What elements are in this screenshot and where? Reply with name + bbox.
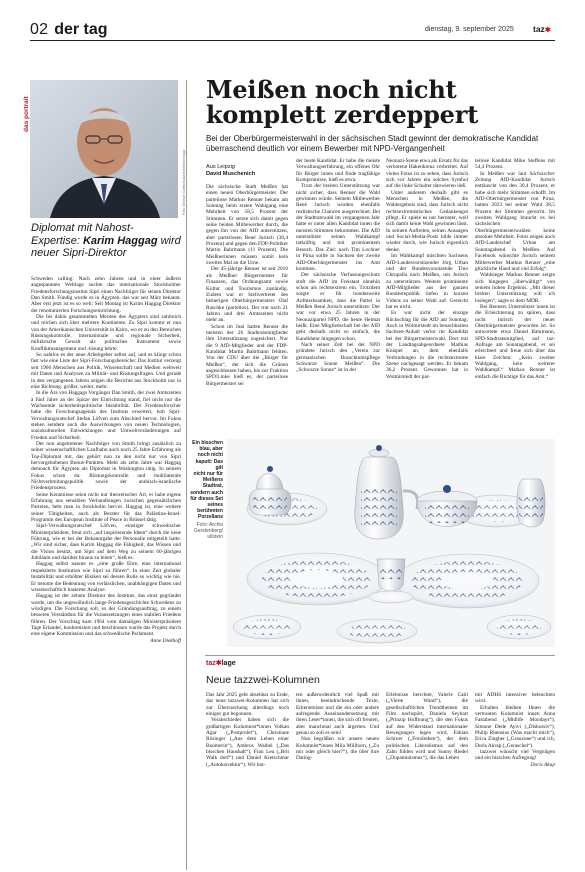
- credit-line: ullstein: [207, 534, 223, 541]
- column-section-col-2: [296, 692, 379, 867]
- paragraph: Nun begrüßen wir unsere neuen Kolumnist*innen Mila Millhorn, („Zu mir oder gleich hier?“), die über ihre Dating-: [296, 736, 379, 762]
- credit-line: Foto: Archiv: [196, 521, 223, 528]
- lead-byline: [206, 164, 255, 178]
- section-title: der tag: [54, 21, 108, 38]
- portrait-headline-name: Karim Haggag: [82, 234, 158, 247]
- lead-dateline: Aus Leipzig: [206, 164, 235, 170]
- caption-line: kaputt: Das gilt: [195, 458, 223, 471]
- header-rule: [30, 40, 555, 41]
- paragraph: Der sächsische Verfassungsschutz stuft die AfD im Freistaat ohnehin schon als rechtsextrem ein. Trotzdem sorgte er für bundesweite Aufmerksamkeit, dass die Partei in Meißen René Jurisch unterstützte: Der war vor etwa 25 Jahren in der Neonazipartei NPD, die heute Heimat heißt. Eine Mitgliedschaft bei der AfD geht deshalb nicht so einfach, die Kandidatur hingegen schon.: [296, 272, 380, 342]
- brand-paw-icon: ✱: [544, 27, 551, 34]
- column-section-col-3: [386, 692, 468, 867]
- caption-line: nicht nur für: [193, 471, 223, 478]
- lead-column-4: [475, 158, 555, 437]
- lead-column-1: [206, 184, 288, 437]
- paragraph: der beste Kandidat. Er habe die meiste Verwaltungserfahrung, ein offenes Ohr für Bürger innen und finde tragfähige Kompromisse, hieß es etwa.: [296, 158, 380, 184]
- column-section-title: Neue tazzwei-Kolumnen: [206, 674, 320, 686]
- lead-column-2: [296, 158, 380, 437]
- paragraph: Trotz der breiten Unterstützung war nicht sicher, dass Renner die Wahl gewinnen würde. Seinem Mitbewerber René Jurisch wurden ebenfalls realistische Chancen ausgerechnet. Bei der Stadtratswahl im vergangenen Jahr hatte er unter allen Kandidat innen die meisten Stimmen bekommen. Die AfD unterstützte seinen Wahlkampf tatkräftig und mit prominentem Besuch. Das Ziel: nach Tim Lochner in Pirna sollte in Sachsen der zweite AfD-Oberbürgermeister ins Amt kommen.: [296, 183, 380, 272]
- caption-line: blau, aber: [199, 446, 223, 453]
- lead-column-3: [386, 158, 468, 437]
- caption-line: Stadtrat,: [202, 483, 223, 490]
- paragraph: mit ADHS intensiver beleuchten wird.: [475, 692, 555, 705]
- credit-line: Gerstenberg/: [193, 527, 223, 534]
- portrait-photo-credit: Foto: Michael Gottschalk/photothek/Imago: [182, 149, 186, 215]
- portrait-headline-tail: wird neuer Sipri-Direktor: [31, 234, 181, 259]
- paragraph: Erlebnisse berichtet, Valerie Catil („Vierte Wand“), die gesellschaftlichen Trendthemen im Film nachspürt, Daniela Seyhart („Prinzip Hoffnung“), die den Fokus auf den Widerstand internationaler Bewegungen legen wird, Fabian Schroer („Freidrehen“), der dem politischen Liberalismus auf den Zahn fühlen wird und Sunny Riedel („Dopaminismus“), die das Leben: [386, 692, 468, 762]
- paragraph: In Meißen war laut Sächsischer Zeitung AfD-Kandidat Jurisch enttäuscht von den 30,4 Prozent, er habe sich mehr Stimmen erhofft. Im AfD-Oberbürgermeister von Pirna, hatten 2023 bei seiner Wahl 38,5 Prozent der Stimmen gereicht. Im zweiten Wahlgang braucht es bei sächsischen Oberbürgermeisterwahlen keine absolute Mehrheit. Fotos zeigen auch AfD-Landeschef Urban am Sonntagabend in Meißen. Auf Facebook wünschte Jurisch seinem Mitbewerber Markus Renner „eine glückliche Hand und viel Erfolg“.: [475, 170, 555, 272]
- portrait-headline: [31, 222, 181, 260]
- caption-line: Ein bisschen: [192, 440, 223, 446]
- paragraph: Wahlsieger Markus Renner zeigte sich hingegen „überwältigt“ von seinem hohen Ergebnis. „Mit dieser breiten Unterstützung will ich loslegen“, sagte er dem MDR.: [475, 272, 555, 304]
- caption-line: Porzellans: [197, 514, 223, 521]
- paragraph: Seine Kenntnisse seien nicht nur theoretischer Art, er habe eigene Erfahrung aus sensiblen Verhandlungen zwischen gegensätzlichen Parteien, hebt man in Stockholm hervor. Haggag ist, eine weitere seiner Tätigkeiten, auch als Berater für das Palästina-Israel-Programm des European Institute of Peace in Brüssel tätig.: [31, 491, 181, 524]
- paragraph: Im Wahlkampf mischten Sachsens AfD-Landesvorsitzender Jörg Urban und der Bundesvorsitzende Tino Chrupalla nach Meißen, um Jurisch zu unterstützen. Weitere prominente AfD-Mitglieder aus der ganzen Bundesrepublik riefen in kurzen Videos zu seiner Wahl auf. Gereicht hat es nicht.: [386, 253, 468, 310]
- paragraph: Haggag ist der zehnte Direktor des Instituts, das einst gegründet wurde, um die ungewöhnlich lange Friedensgeschichte Schwedens zu würdigen. Die Forschung soll, so der Gründungsauftrag, zu einem besseren Verständnis für die Voraussetzungen eines stabilen Friedens führen. Der Vorschlag kam 1964 vom damaligen Ministerpräsident Tage Erlander, konkretisiert und beschlossen wurde das Projekt durch eine eigene Kommission und das schwedische Parlament.: [31, 593, 181, 638]
- paragraph: Verabschiedet haben sich die großartigen Kolumnist*innen Volkan Agar („Postprolet“), Christiane Rösinger („Aus dem Leben einer Boomerin“), Ambros Waibel („Das bisschen Haushalt“), Frau Lea („Brit Walk dorf“) und Daniel Kretschmar („Autokorrektur“). Wir hat-: [206, 717, 289, 768]
- caption-line: Meißens: [202, 477, 223, 484]
- paragraph: Nach seiner Zeit bei der NPD gründete Jurisch den „Verein zur germanischen Brauchtumspflege Schwarze Sonne Meißen“. Die „Schwarze Sonne“ ist in der: [296, 341, 380, 374]
- paragraph: Die sächsische Stadt Meißen hat einen neuen Oberbürgermeister. Der parteilose Markus Renner bekam am Sonntag beim ersten Wahlgang eine Mehrheit von 58,5 Prozent der Stimmen. Er setzte sich damit gegen seine beiden Mitbewerber durch, die gegen ihn von der AfD unterstützen, aber parteilosen René Jurisch (30,4 Prozent) und gegen den FDP-Politiker Martin Bahrmann (11 Prozent). Die Meißnerinnen müssen somit kein zweites Mal an die Urne.: [206, 184, 288, 267]
- paragraph: Das Jahr 2025 geht absehbar zu Ende, das neue tazzwei-Kolumnen hat sich zur Überraschung allerdings noch einiges gut begonnen.: [206, 692, 289, 718]
- portrait-photo: [30, 80, 178, 218]
- paragraph: Erhalten bleiben Ihnen die vertrauten Kolumnist innen Anna Fastabend („Midlife Mondays“), Simone Dede Ayivi („Diskursiv“), Philip Rhensius (Was macht mich“), Erica Zingher („Grauzone“) und ich, Doris Akrap („Geraschel“).: [475, 704, 555, 749]
- paragraph: tazzwei wünscht viel Vergnügen und ein bisschen Aufregung!: [475, 749, 555, 762]
- caption-line: seines: [207, 502, 223, 509]
- paragraph: Es war nicht der einzige Rückschlag für die AfD am Sonntag: Auch in Wolmirstedt im benachbarten Sachsen-Anhalt verlor ihr Kandidat bei der Bürgermeisterwahl. Dort trat der Landtagsabgeordnete Mathias Knispel an, dem ebenfalls Verbindungen in die rechtsextreme Szene nachgesagt werden. Er bekam 36,2 Prozent. Gewonnen hat in Wolmirstedt der par-: [386, 310, 468, 380]
- author-signature: Doris Akap: [530, 761, 555, 768]
- issue-date: dienstag, 9. september 2025: [425, 26, 514, 33]
- caption-line: für dieses Set: [190, 495, 223, 502]
- brand-logo: [533, 24, 551, 34]
- lead-headline-line2: komplett zerdeppert: [206, 100, 479, 129]
- paragraph: Der 45-jährige Renner ist seit 2016 als Meißner Bürgermeister für Finanzen, das Ordnungsamt sowie Kultur und Tourismus zuständig. Zudem war er Stellvertreter des bisherigen Oberbürgermeisters Olaf Raschke (parteilos). Der trat nach 21 Jahren und drei Amtszeiten nicht mehr an.: [206, 266, 288, 324]
- paragraph: In die Ära von Haggags Vorgänger Dan Smith, der zwei Amtszeiten à fünf Jahre an der Spitze der Einrichtung stand, fiel nicht nur die Wachsende sicherheitspolitische Instabilität. Der Friedensforscher habe die Forschungsagenda des Instituts erweitert, hob Sipri-Verwaltungsratschef Stefan Löfven zum Abschied hervor. Im Fokus stehen seitdem auch die Auswirkungen von neuen Technologien, soziokulturellen Entwicklungen und Umweltveränderungen auf Frieden und Sicherheit.: [31, 390, 181, 441]
- lead-headline-line1: Meißen noch nicht: [206, 75, 457, 104]
- taz-lage-brand: taz: [206, 660, 216, 667]
- paragraph: So nahtlos es der neue Arbeitgeber selbst auf, und es klingt schon fast wie eine Liste der Sipri-Forschungsbereiche: Das Institut verzeigt seit 1966 Menschen aus Politik, Wissenschaft und Medien weltweit mit Daten und Analysen zu Militär- und Rüstungsfragen. Und gerade in den vergangenen Jahren zeigen die Berichte aus Stockholm nur in eine Richtung: größer, weiter, mehr.: [31, 352, 181, 390]
- paragraph: teilose Kandidat Mike Steffens mit 54,4 Prozent.: [475, 158, 555, 171]
- paragraph: Schweden calling: Nach zehn Jahren und in einer äußerst angespannten Weltlage suchte das internationale Stockholmer Friedensforschungsinstitut Sipri einen Nachfolger für seinen Direktor Dan Smith. Fündig wurde es in Ägypten, das war seit März bekannt. Aber erst jetzt ist es so weit: Seit Montag ist Karim Haggag Direktor der renommierten Forschungseinrichtung.: [31, 276, 181, 314]
- taz-lage-word: lage: [221, 660, 236, 667]
- column-section-col-4: [475, 692, 555, 867]
- section-number: 02: [30, 21, 49, 38]
- portrait-headline-text: Diplomat mit Nahost-Expertise:: [31, 222, 134, 247]
- caption-line: sondern auch: [190, 489, 223, 496]
- lead-author: David Muschenich: [206, 171, 256, 177]
- caption-line: berühmten: [197, 508, 223, 515]
- section-rule: [205, 655, 555, 656]
- lead-headline: [206, 77, 546, 127]
- column-divider: [186, 80, 187, 870]
- photo-caption-text: [188, 440, 223, 521]
- paragraph: Sipri-Verwaltungsratschef Löfven, einstiger schwedischer Ministerpräsident, freut sich „auf inspirierende Ideen“ durch die neue Führung, wie er bei der Bekanntgabe der Personalie mitgeteilt hatte. „Wir sind sicher, dass Karim Haggag die Fähigkeit, das Wissen und die Vision besitzt, um Sipri auf dem Weg zu seinem 60-jährigen Jubiläum und darüber hinaus zu leiten“, hieß es.: [31, 523, 181, 562]
- caption-line: noch nicht: [197, 452, 223, 459]
- column-section-col-1: [206, 692, 289, 867]
- portrait-kicker: das portrait: [23, 96, 30, 132]
- paragraph: Bei Renners Unterstützer innen ist die Erleichterung zu spüren, dass nicht Jurisch der neuer Oberbürgermeister geworden ist. So antwortete etwa Daniel Bahrmann, SPD-Stadtratsmitglied, auf taz-Anfrage am Sonntagabend, er sei erleichtert und freue sich über das klare Zeichen: „Kein zweiter Wahlgang, kein weiterer Wahlkampf.“ Markus Renner ist einfach die Richtige für das Amt.“: [475, 303, 555, 380]
- taz-lage-label: taz✱lage: [206, 660, 236, 667]
- paragraph: Die bis dahin gesammelten Meriten des Ägypters sind zahlreich und reichen sich über mehrere Kontinente. Zu Sipri kommt er nun von der Amerikanischen Universität in Kairo, wo er zu den Bereichen Rüstungskontrolle, internationale und regionale Sicherheit, militärische Gewalt als politisches Instrument sowie Konfliktmanagement und -lösung lehrte.: [31, 314, 181, 352]
- page-header: [30, 21, 108, 39]
- photo-caption: [188, 440, 223, 540]
- paragraph: Haggag selbst nannte es „eine große Ehre, eine international respektierte Institution wie Sipri zu führen“. In einer Zeit globaler Instabilität und erhöhter Risiken sei dessen Rolle so wichtig wie nie. Er betonte die Bedeutung von verlässlichen, unabhängigen Daten und wissenschaftlich basierter Analyse.: [31, 561, 181, 593]
- paragraph: Neonazi-Szene etwa als Ersatz für das verbotene Hakenkreuz verbreitet. Auf vielen Fotos ist zu sehen, dass Jurisch sich vor Jahren ein solches Symbol auf die linke Schulter tätowieren ließ.: [386, 158, 468, 190]
- portrait-article-body: [31, 276, 181, 860]
- lead-subhead: Bei der Oberbürgermeisterwahl in der sächsischen Stadt gewinnt der demokratische Kandidat überraschend deutlich vor einem Bewerber mit NPD-Vergangenheit: [206, 134, 539, 153]
- brand-name: taz: [533, 24, 545, 34]
- author-signature: Anne Diekhoff: [150, 637, 181, 644]
- porcelain-photo: [227, 439, 555, 647]
- photo-credit: [188, 522, 223, 541]
- paragraph: ten außerordentlich viel Spaß mit ihnen, beeindruckende Texte, Erkenntnisse und die ein oder andere aufregende Auseinandersetzung mit ihren Leser*innen, die sich oft freuten, aber manchmal auch ärgerten. Und genau so soll es sein!: [296, 692, 379, 737]
- paragraph: Schon im Juni hatten Renner die meisten der 26 Stadtratsmitglieder ihre Unterstützung zugesichert. Nur die 9 AfD-Mitglieder und der FDP-Kandidat Martin Bahrmann fehlten. Von der CDU über die „Bürger für Meißen“, der sich die Grünen angeschlossen haben, bis zur Fraktion SPD/Linke hieß es, der parteilose Bürgermeister sei: [206, 323, 288, 387]
- paragraph: Der nun angetretener Nachfolger von Smith bringt zusätzlich zu seiner wissenschaftlichen Laufbahn auch noch 25 Jahre Erfahrung als Top-Diplomat mit, das gehört nun zu den nicht nur von Sipri hervorgehobenen Bonus-Punkten. Mehr als zehn Jahre war Haggag demnach für Ägypten als Diplomat in Washington tätig. In seinem Fokus schon da: Rüstungskontrolle und multilaterale Nichtverbreitungspolitik sowie der arabisch-israelische Friedensprozess.: [31, 440, 181, 492]
- paragraph: Unter anderem deshalb gibt es Menschen in Meißen, die Wahlergebnis sind, dass Jurisch nicht rechtsextremistisches Gedankengut pflegt. Er spiele es nur herunter, weil sich damit keine Wahl gewinnen lässt. In seinem Auftreten, seinen Aussagen und Social-Media-Posts bilde immer wieder durch, wie Jurisch eigentlich denke.: [386, 189, 468, 253]
